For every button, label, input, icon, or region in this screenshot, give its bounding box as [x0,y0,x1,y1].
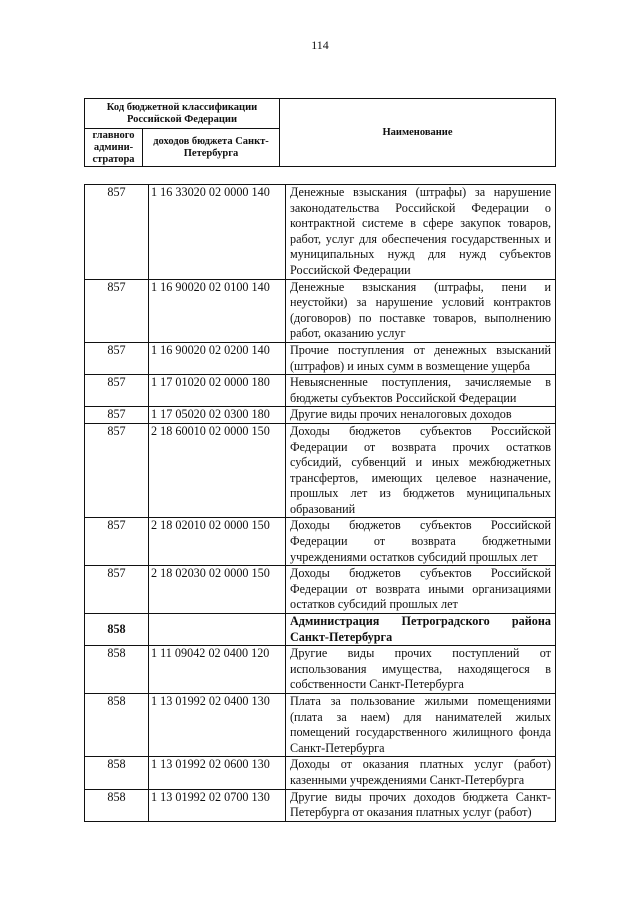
admin-code-cell: 858 [85,614,149,646]
code-title-cell: Код бюджетной классификации Российской Федерации [85,99,280,129]
income-code-cell: 1 13 01992 02 0700 130 [149,789,286,821]
income-code-cell: 1 16 90020 02 0100 140 [149,279,286,342]
admin-code-cell: 857 [85,407,149,424]
table-row [85,789,556,821]
table-header [84,98,556,167]
table-row [85,646,556,694]
income-header-cell: доходов бюджета Санкт-Петербурга [143,129,280,167]
admin-code-cell: 857 [85,375,149,407]
income-code-cell: 2 18 60010 02 0000 150 [149,423,286,518]
income-code-cell: 1 16 33020 02 0000 140 [149,185,286,280]
name-cell: Доходы бюджетов субъектов Российской Федерации от возврата прочих остатков субсидий, субвенций и иных межбюджетных трансфертов, имеющих целевое назначение, прошлых лет из бюджетов муниципальных образований [286,423,556,518]
table-row [85,279,556,342]
income-code-cell: 1 17 05020 02 0300 180 [149,407,286,424]
income-code-cell: 1 13 01992 02 0400 130 [149,694,286,757]
page-number: 114 [311,38,329,52]
table-row [85,342,556,374]
income-code-cell [149,614,286,646]
admin-code-cell: 857 [85,423,149,518]
admin-code-cell: 858 [85,694,149,757]
table-row [85,423,556,518]
classification-table [84,184,556,822]
table-row [85,407,556,424]
name-cell: Доходы бюджетов субъектов Российской Федерации от возврата бюджетными учреждениями остатков субсидий прошлых лет [286,518,556,566]
table-row [85,518,556,566]
table-row [85,375,556,407]
name-cell: Другие виды прочих неналоговых доходов [286,407,556,424]
name-cell: Невыясненные поступления, зачисляемые в бюджеты субъектов Российской Федерации [286,375,556,407]
name-cell: Другие виды прочих доходов бюджета Санкт-Петербурга от оказания платных услуг (работ) [286,789,556,821]
income-code-cell: 1 13 01992 02 0600 130 [149,757,286,789]
income-code-cell: 1 16 90020 02 0200 140 [149,342,286,374]
name-cell: Доходы от оказания платных услуг (работ) казенными учреждениями Санкт-Петербурга [286,757,556,789]
name-header-cell: Наименование [280,99,556,167]
income-code-cell: 1 17 01020 02 0000 180 [149,375,286,407]
table-row [85,566,556,614]
name-cell: Администрация Петроградского района Санкт-Петербурга [286,614,556,646]
table-row [85,614,556,646]
admin-code-cell: 857 [85,566,149,614]
name-cell: Другие виды прочих поступлений от использования имущества, находящегося в собственности Санкт-Петербурга [286,646,556,694]
admin-code-cell: 857 [85,518,149,566]
admin-code-cell: 858 [85,757,149,789]
admin-code-cell: 857 [85,342,149,374]
admin-code-cell: 858 [85,646,149,694]
name-cell: Плата за пользование жилыми помещениями (плата за наем) для нанимателей жилых помещений государственного жилищного фонда Санкт-Петербурга [286,694,556,757]
income-code-cell: 2 18 02010 02 0000 150 [149,518,286,566]
name-cell: Доходы бюджетов субъектов Российской Федерации от возврата иными организациями остатков субсидий прошлых лет [286,566,556,614]
income-code-cell: 2 18 02030 02 0000 150 [149,566,286,614]
admin-code-cell: 857 [85,185,149,280]
name-cell: Прочие поступления от денежных взысканий (штрафов) и иных сумм в возмещение ущерба [286,342,556,374]
admin-code-cell: 858 [85,789,149,821]
table-row [85,185,556,280]
name-cell: Денежные взыскания (штрафы) за нарушение законодательства Российской Федерации о контрактной системе в сфере закупок товаров, работ, услуг для обеспечения государственных и муниципальных нужд для нужд субъектов Российской Федерации [286,185,556,280]
admin-code-cell: 857 [85,279,149,342]
income-code-cell: 1 11 09042 02 0400 120 [149,646,286,694]
admin-header-cell: главного админи-стратора [85,129,143,167]
table-row [85,694,556,757]
table-row [85,757,556,789]
name-cell: Денежные взыскания (штрафы, пени и неустойки) за нарушение условий контрактов (договоров) по поставке товаров, выполнению работ, оказанию услуг [286,279,556,342]
